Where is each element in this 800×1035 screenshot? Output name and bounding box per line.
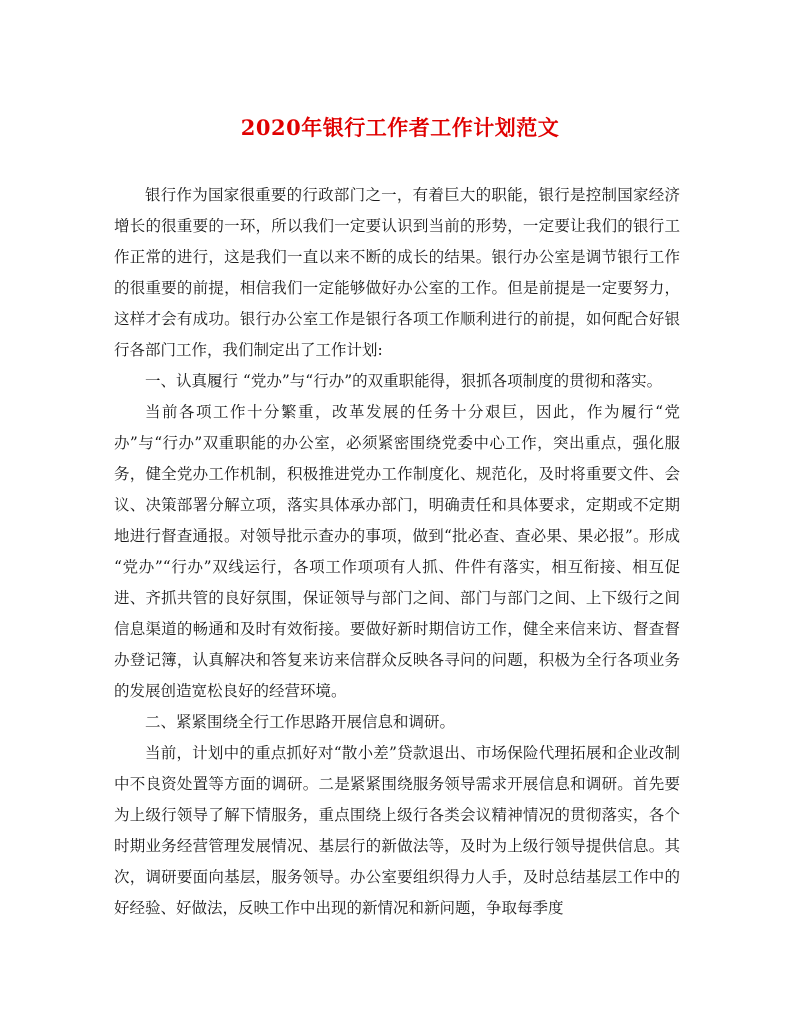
paragraph-section-1: 当前各项工作十分繁重，改革发展的任务十分艰巨，因此，作为履行“党办”与“行办”双重职能的办公室，必须紧密围绕党委中心工作，突出重点，强化服务，健全党办工作机制，积极推进党办工作制度化、规范化，及时将重要文件、会议、决策部署分解立项，落实具体承办部门，明确责任和具体要求，定期或不定期地进行督查通报。对领导批示查办的事项，做到“批必查、查必果、果必报”。形成 “党办”“行办”双线运行，各项工作项项有人抓、件件有落实，相互衔接、相互促进、齐抓共管的良好氛围，保证领导与部门之间、部门与部门之间、上下级行之间信息渠道的畅通和及时有效衔接。要做好新时期信访工作，健全来信来访、督查督办登记簿，认真解决和答复来访来信群众反映各寻问的问题，积极为全行各项业务的发展创造宽松良好的经营环境。	[114, 403, 680, 700]
paragraph-section-2: 当前，计划中的重点抓好对“散小差”贷款退出、市场保险代理拓展和企业改制中不良资处置等方面的调研。二是紧紧围绕服务领导需求开展信息和调研。首先要为上级行领导了解下情服务，重点围绕上级行各类会议精神情况的贯彻落实，各个时期业务经营管理发展情况、基层行的新做法等，及时为上级行领导提供信息。其次，调研要面向基层，服务领导。办公室要组织得力人手，及时总结基层工作中的好经验、好做法，反映工作中出现的新情况和新问题，争取每季度	[114, 744, 680, 917]
section-heading-1: 一、认真履行 “党办”与“行办”的双重职能得，狠抓各项制度的贯彻和落实。	[145, 372, 663, 390]
document-title: 2020年银行工作者工作计划范文	[240, 115, 560, 140]
document-body	[114, 180, 680, 924]
paragraph-intro: 银行作为国家很重要的行政部门之一，有着巨大的职能，银行是控制国家经济增长的很重要的一环，所以我们一定要认识到当前的形势，一定要让我们的银行工作正常的进行，这是我们一直以来不断的成长的结果。银行办公室是调节银行工作的很重要的前提，相信我们一定能够做好办公室的工作。但是前提是一定要努力，这样才会有成功。银行办公室工作是银行各项工作顺利进行的前提，如何配合好银行各部门工作，我们制定出了工作计划:	[114, 186, 680, 359]
section-heading-2: 二、紧紧围绕全行工作思路开展信息和调研。	[145, 713, 456, 731]
